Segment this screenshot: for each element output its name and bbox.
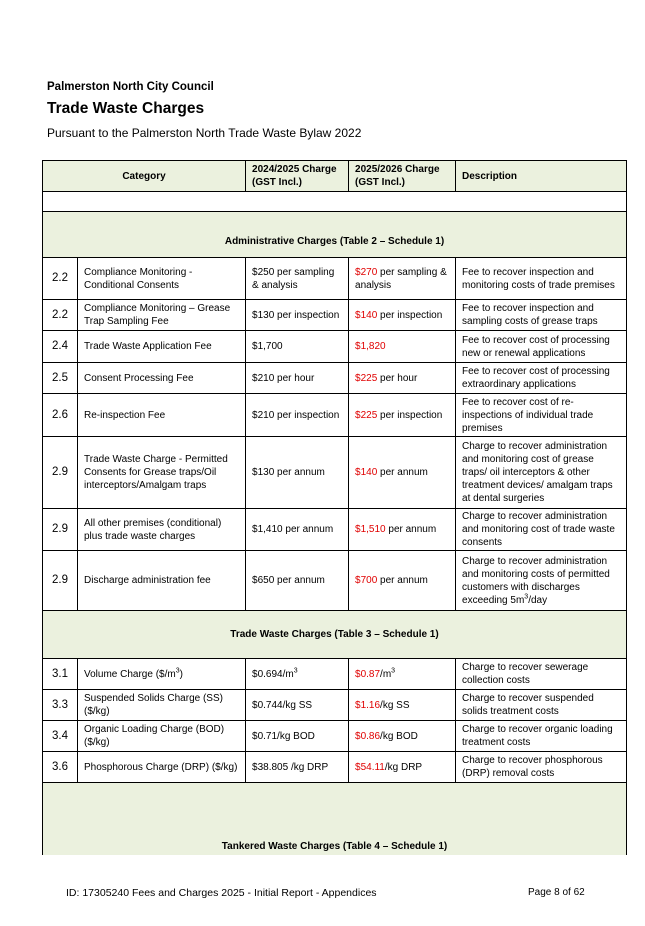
superscript: 3 [293, 667, 298, 675]
section-header-trade-waste [43, 611, 627, 659]
new-charge-value: $700 [355, 575, 378, 586]
clause-number: 2.9 [43, 437, 78, 509]
charge-2025-cell [349, 437, 456, 509]
charge-2024-cell: $1,700 [246, 331, 349, 363]
charge-2025-cell [349, 300, 456, 331]
description-cell [456, 551, 627, 611]
description-cell: Fee to recover inspection and monitoring costs of trade premises [456, 258, 627, 300]
spacer-row [43, 192, 627, 212]
table-row [43, 394, 627, 437]
charge-2024-cell [246, 659, 349, 690]
category-cell: Discharge administration fee [78, 551, 246, 611]
table-row [43, 509, 627, 551]
category-cell: Re-inspection Fee [78, 394, 246, 437]
description-text: Charge to recover administration and monitoring costs of permitted customers with discharges exceeding 5m [462, 555, 610, 606]
charge-2025-cell [349, 752, 456, 783]
new-charge-value: $54.11 [355, 761, 385, 773]
table-row [43, 258, 627, 300]
category-cell: Consent Processing Fee [78, 363, 246, 394]
clause-number: 2.2 [43, 258, 78, 300]
table-row [43, 300, 627, 331]
section-header-administrative [43, 212, 627, 258]
charge-2025-cell [349, 721, 456, 752]
new-charge-value: $225 [355, 372, 378, 384]
new-charge-value: $1,510 [355, 524, 386, 535]
charge-text: $0.694/m [252, 668, 294, 680]
new-charge-unit: /kg BOD [380, 730, 418, 742]
clause-number: 2.9 [43, 509, 78, 551]
table-header-row [43, 161, 627, 192]
new-charge-unit: /m [380, 668, 392, 680]
footer-page-number: Page 8 of 62 [528, 887, 585, 898]
table-row [43, 721, 627, 752]
charge-2024-cell: $130 per inspection [246, 300, 349, 331]
organisation-name: Palmerston North City Council [47, 81, 214, 93]
charge-2025-cell [349, 690, 456, 721]
new-charge-value: $0.86 [355, 730, 381, 742]
description-cell: Charge to recover sewerage collection costs [456, 659, 627, 690]
category-text: Volume Charge ($/m [84, 668, 176, 680]
section-title: Administrative Charges (Table 2 – Schedule 1) [43, 212, 627, 258]
description-cell: Charge to recover administration and monitoring cost of trade waste consents [456, 509, 627, 551]
charge-2025-cell [349, 258, 456, 300]
category-cell: Compliance Monitoring – Grease Trap Sampling Fee [78, 300, 246, 331]
new-charge-unit: per annum [377, 467, 428, 478]
category-cell: All other premises (conditional) plus trade waste charges [78, 509, 246, 551]
description-cell: Charge to recover suspended solids treatment costs [456, 690, 627, 721]
table-row [43, 551, 627, 611]
charge-2025-cell [349, 659, 456, 690]
column-header-description: Description [456, 161, 627, 192]
table-row [43, 437, 627, 509]
description-cell: Fee to recover cost of processing extraordinary applications [456, 363, 627, 394]
charge-2024-cell: $210 per inspection [246, 394, 349, 437]
category-cell: Compliance Monitoring - Conditional Consents [78, 258, 246, 300]
new-charge-unit: per sampling & analysis [355, 266, 447, 291]
section-title: Trade Waste Charges (Table 3 – Schedule 1) [43, 611, 627, 659]
charge-2025-cell [349, 363, 456, 394]
description-cell: Fee to recover cost of processing new or renewal applications [456, 331, 627, 363]
charge-2025-cell [349, 509, 456, 551]
table-row [43, 363, 627, 394]
description-cell: Charge to recover organic loading treatment costs [456, 721, 627, 752]
superscript: 3 [175, 667, 180, 675]
column-header-charge-2025: 2025/2026 Charge (GST Incl.) [349, 161, 456, 192]
charge-2024-cell: $210 per hour [246, 363, 349, 394]
new-charge-unit: /kg SS [380, 699, 410, 711]
charge-2024-cell: $38.805 /kg DRP [246, 752, 349, 783]
clause-number: 3.1 [43, 659, 78, 690]
description-tail: /day [528, 594, 548, 606]
clause-number: 2.4 [43, 331, 78, 363]
category-cell [78, 659, 246, 690]
column-header-charge-2024: 2024/2025 Charge (GST Incl.) [246, 161, 349, 192]
new-charge-value: $140 [355, 309, 378, 321]
superscript: 3 [524, 593, 529, 601]
clause-number: 2.9 [43, 551, 78, 611]
clause-number: 2.5 [43, 363, 78, 394]
new-charge-unit: per inspection [377, 409, 443, 421]
clause-number: 3.6 [43, 752, 78, 783]
table-row [43, 752, 627, 783]
charge-2024-cell: $0.71/kg BOD [246, 721, 349, 752]
description-cell: Fee to recover inspection and sampling costs of grease traps [456, 300, 627, 331]
charge-2024-cell: $1,410 per annum [246, 509, 349, 551]
table-row [43, 659, 627, 690]
clause-number: 3.4 [43, 721, 78, 752]
category-cell: Organic Loading Charge (BOD) ($/kg) [78, 721, 246, 752]
description-cell: Fee to recover cost of re-inspections of individual trade premises [456, 394, 627, 437]
category-cell: Trade Waste Charge - Permitted Consents for Grease traps/Oil interceptors/Amalgam traps [78, 437, 246, 509]
charge-2025-cell [349, 394, 456, 437]
trade-waste-charges-table [42, 160, 627, 855]
charge-2025-cell [349, 331, 456, 363]
section-header-tankered-waste [43, 783, 627, 855]
new-charge-value: $0.87 [355, 668, 381, 680]
table-row [43, 331, 627, 363]
new-charge-unit: /kg DRP [384, 761, 423, 773]
new-charge-unit: per annum [377, 575, 428, 586]
page-title: Trade Waste Charges [47, 100, 205, 117]
table-row [43, 690, 627, 721]
column-header-category: Category [43, 161, 246, 192]
new-charge-value: $270 [355, 266, 378, 278]
description-cell: Charge to recover phosphorous (DRP) removal costs [456, 752, 627, 783]
category-tail: ) [179, 668, 183, 680]
charge-2024-cell: $130 per annum [246, 437, 349, 509]
clause-number: 2.6 [43, 394, 78, 437]
charge-2024-cell: $250 per sampling & analysis [246, 258, 349, 300]
new-charge-value: $140 [355, 467, 378, 478]
clause-number: 3.3 [43, 690, 78, 721]
superscript: 3 [391, 667, 396, 675]
section-title: Tankered Waste Charges (Table 4 – Schedule 1) [43, 783, 627, 855]
category-cell: Suspended Solids Charge (SS) ($/kg) [78, 690, 246, 721]
charge-2024-cell: $0.744/kg SS [246, 690, 349, 721]
new-charge-unit: per inspection [377, 309, 443, 321]
category-cell: Trade Waste Application Fee [78, 331, 246, 363]
clause-number: 2.2 [43, 300, 78, 331]
footer-document-id: ID: 17305240 Fees and Charges 2025 - Initial Report - Appendices [66, 887, 377, 899]
new-charge-unit: per annum [385, 524, 437, 535]
page-subtitle: Pursuant to the Palmerston North Trade Waste Bylaw 2022 [47, 126, 362, 140]
new-charge-value: $225 [355, 409, 378, 421]
new-charge-value: $1,820 [355, 341, 386, 352]
category-cell: Phosphorous Charge (DRP) ($/kg) [78, 752, 246, 783]
new-charge-value: $1.16 [355, 699, 381, 711]
charge-2024-cell: $650 per annum [246, 551, 349, 611]
charge-2025-cell [349, 551, 456, 611]
description-cell: Charge to recover administration and monitoring cost of grease traps/ oil interceptors & other treatment devices/ amalgam traps at dental surgeries [456, 437, 627, 509]
new-charge-unit: per hour [377, 372, 418, 384]
